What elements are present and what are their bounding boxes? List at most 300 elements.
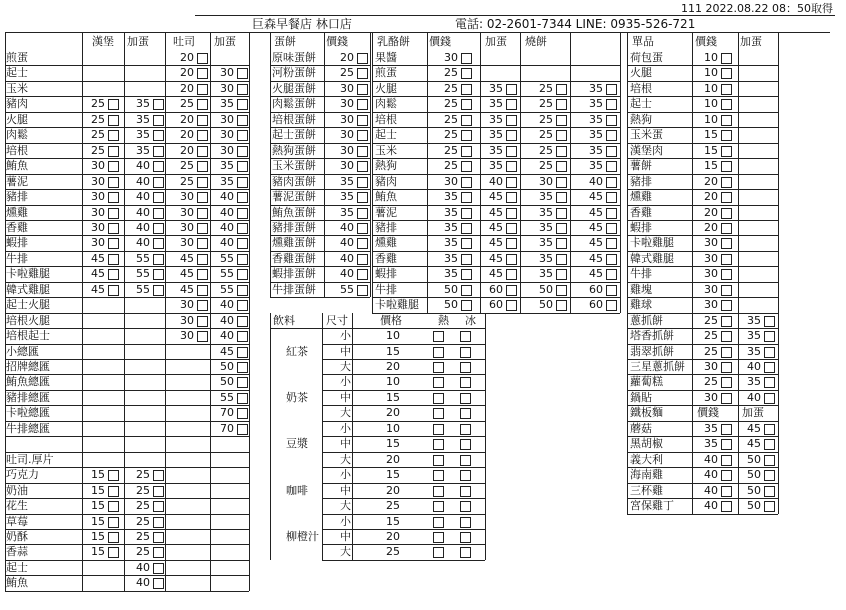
ice-checkbox[interactable] bbox=[460, 486, 471, 497]
price-single-egg: 35 bbox=[747, 313, 761, 327]
order-checkbox[interactable] bbox=[357, 223, 368, 234]
order-checkbox[interactable] bbox=[153, 269, 164, 280]
order-checkbox[interactable] bbox=[357, 115, 368, 126]
order-checkbox[interactable] bbox=[237, 146, 248, 157]
menu-item-name: 豬肉 bbox=[375, 174, 397, 188]
order-checkbox[interactable] bbox=[108, 501, 119, 512]
hot-checkbox[interactable] bbox=[433, 424, 444, 435]
menu-item-name: 玉米 bbox=[6, 81, 28, 95]
order-checkbox[interactable] bbox=[606, 99, 617, 110]
order-checkbox[interactable] bbox=[357, 161, 368, 172]
order-checkbox[interactable] bbox=[237, 84, 248, 95]
price-burger-egg: 25 bbox=[136, 468, 150, 482]
menu-item-name: 蘑菇 bbox=[630, 421, 652, 435]
order-checkbox[interactable] bbox=[461, 84, 472, 95]
order-checkbox[interactable] bbox=[357, 99, 368, 110]
ice-checkbox[interactable] bbox=[460, 347, 471, 358]
order-checkbox[interactable] bbox=[556, 223, 567, 234]
order-checkbox[interactable] bbox=[461, 146, 472, 157]
order-checkbox[interactable] bbox=[721, 254, 732, 265]
order-checkbox[interactable] bbox=[108, 115, 119, 126]
menu-item-name: 豬肉 bbox=[6, 97, 28, 111]
price-single: 30 bbox=[704, 390, 718, 404]
order-checkbox[interactable] bbox=[237, 99, 248, 110]
order-checkbox[interactable] bbox=[357, 177, 368, 188]
order-checkbox[interactable] bbox=[197, 238, 208, 249]
order-checkbox[interactable] bbox=[108, 254, 119, 265]
drink-size: 小 bbox=[340, 421, 351, 435]
order-checkbox[interactable] bbox=[721, 53, 732, 64]
order-checkbox[interactable] bbox=[721, 300, 732, 311]
hot-checkbox[interactable] bbox=[433, 517, 444, 528]
order-checkbox[interactable] bbox=[556, 161, 567, 172]
row-line bbox=[372, 313, 620, 314]
order-checkbox[interactable] bbox=[153, 285, 164, 296]
order-checkbox[interactable] bbox=[153, 517, 164, 528]
order-checkbox[interactable] bbox=[764, 439, 775, 450]
order-checkbox[interactable] bbox=[461, 238, 472, 249]
order-checkbox[interactable] bbox=[721, 223, 732, 234]
order-checkbox[interactable] bbox=[606, 130, 617, 141]
hot-checkbox[interactable] bbox=[433, 439, 444, 450]
ice-checkbox[interactable] bbox=[460, 408, 471, 419]
order-checkbox[interactable] bbox=[197, 146, 208, 157]
order-checkbox[interactable] bbox=[357, 130, 368, 141]
order-checkbox[interactable] bbox=[357, 238, 368, 249]
order-checkbox[interactable] bbox=[461, 161, 472, 172]
order-checkbox[interactable] bbox=[606, 285, 617, 296]
price-cheese-crepe: 50 bbox=[444, 298, 458, 312]
order-checkbox[interactable] bbox=[197, 316, 208, 327]
menu-item-name: 草莓 bbox=[6, 514, 28, 528]
order-checkbox[interactable] bbox=[506, 146, 517, 157]
order-checkbox[interactable] bbox=[197, 192, 208, 203]
order-checkbox[interactable] bbox=[197, 130, 208, 141]
order-checkbox[interactable] bbox=[461, 130, 472, 141]
price-burger-egg: 40 bbox=[136, 205, 150, 219]
order-checkbox[interactable] bbox=[721, 99, 732, 110]
order-checkbox[interactable] bbox=[461, 68, 472, 79]
menu-item-name: 玉米 bbox=[375, 143, 397, 157]
col-line bbox=[692, 32, 693, 514]
drink-name: 柳橙汁 bbox=[286, 529, 319, 543]
order-checkbox[interactable] bbox=[461, 99, 472, 110]
order-checkbox[interactable] bbox=[764, 424, 775, 435]
menu-item-name: 熱狗 bbox=[375, 159, 397, 173]
order-checkbox[interactable] bbox=[237, 269, 248, 280]
order-checkbox[interactable] bbox=[606, 300, 617, 311]
price-burger-egg: 35 bbox=[136, 97, 150, 111]
price-toast: 30 bbox=[180, 205, 194, 219]
ice-checkbox[interactable] bbox=[460, 532, 471, 543]
order-checkbox[interactable] bbox=[506, 238, 517, 249]
order-checkbox[interactable] bbox=[606, 254, 617, 265]
order-checkbox[interactable] bbox=[721, 238, 732, 249]
order-checkbox[interactable] bbox=[764, 455, 775, 466]
order-checkbox[interactable] bbox=[108, 532, 119, 543]
order-checkbox[interactable] bbox=[197, 300, 208, 311]
order-checkbox[interactable] bbox=[108, 269, 119, 280]
order-checkbox[interactable] bbox=[153, 192, 164, 203]
row-line bbox=[270, 328, 485, 329]
order-checkbox[interactable] bbox=[197, 285, 208, 296]
order-checkbox[interactable] bbox=[108, 470, 119, 481]
col-line bbox=[324, 32, 325, 297]
ice-checkbox[interactable] bbox=[460, 517, 471, 528]
order-checkbox[interactable] bbox=[506, 192, 517, 203]
price-cheese-crepe-egg: 45 bbox=[489, 220, 503, 234]
hot-checkbox[interactable] bbox=[433, 486, 444, 497]
order-checkbox[interactable] bbox=[721, 424, 732, 435]
order-checkbox[interactable] bbox=[237, 208, 248, 219]
order-checkbox[interactable] bbox=[197, 223, 208, 234]
order-checkbox[interactable] bbox=[461, 53, 472, 64]
menu-item-name: 豬排總匯 bbox=[6, 390, 50, 404]
order-checkbox[interactable] bbox=[108, 517, 119, 528]
order-checkbox[interactable] bbox=[237, 424, 248, 435]
order-checkbox[interactable] bbox=[108, 177, 119, 188]
order-checkbox[interactable] bbox=[764, 486, 775, 497]
row-line bbox=[5, 344, 249, 345]
order-checkbox[interactable] bbox=[237, 347, 248, 358]
order-checkbox[interactable] bbox=[237, 408, 248, 419]
menu-item-name: 三杯雞 bbox=[630, 483, 663, 497]
order-checkbox[interactable] bbox=[357, 192, 368, 203]
order-checkbox[interactable] bbox=[721, 84, 732, 95]
order-checkbox[interactable] bbox=[461, 254, 472, 265]
price-toast: 25 bbox=[180, 174, 194, 188]
order-checkbox[interactable] bbox=[237, 393, 248, 404]
order-checkbox[interactable] bbox=[197, 115, 208, 126]
order-checkbox[interactable] bbox=[153, 470, 164, 481]
menu-item-name: 韓式雞腿 bbox=[6, 282, 50, 296]
order-checkbox[interactable] bbox=[506, 223, 517, 234]
order-checkbox[interactable] bbox=[506, 254, 517, 265]
hot-checkbox[interactable] bbox=[433, 501, 444, 512]
ice-checkbox[interactable] bbox=[460, 470, 471, 481]
order-checkbox[interactable] bbox=[721, 393, 732, 404]
price-toast: 30 bbox=[180, 329, 194, 343]
price-sesame-bread-egg: 35 bbox=[589, 159, 603, 173]
order-checkbox[interactable] bbox=[721, 192, 732, 203]
price-cheese-crepe: 25 bbox=[444, 97, 458, 111]
menu-item-name: 燻雞 bbox=[6, 205, 28, 219]
order-checkbox[interactable] bbox=[556, 285, 567, 296]
order-checkbox[interactable] bbox=[764, 362, 775, 373]
order-checkbox[interactable] bbox=[197, 254, 208, 265]
price-sesame-bread: 35 bbox=[539, 220, 553, 234]
hot-checkbox[interactable] bbox=[433, 347, 444, 358]
order-checkbox[interactable] bbox=[506, 269, 517, 280]
order-checkbox[interactable] bbox=[721, 470, 732, 481]
order-checkbox[interactable] bbox=[197, 84, 208, 95]
order-checkbox[interactable] bbox=[764, 316, 775, 327]
order-checkbox[interactable] bbox=[197, 68, 208, 79]
order-checkbox[interactable] bbox=[108, 130, 119, 141]
price-burger-egg: 55 bbox=[136, 251, 150, 265]
ice-checkbox[interactable] bbox=[460, 393, 471, 404]
order-checkbox[interactable] bbox=[153, 563, 164, 574]
menu-item-name: 鮪魚 bbox=[6, 159, 28, 173]
order-checkbox[interactable] bbox=[461, 300, 472, 311]
order-checkbox[interactable] bbox=[237, 68, 248, 79]
ice-checkbox[interactable] bbox=[460, 439, 471, 450]
order-checkbox[interactable] bbox=[606, 208, 617, 219]
order-checkbox[interactable] bbox=[357, 146, 368, 157]
order-checkbox[interactable] bbox=[153, 532, 164, 543]
order-checkbox[interactable] bbox=[237, 130, 248, 141]
order-checkbox[interactable] bbox=[606, 177, 617, 188]
order-checkbox[interactable] bbox=[556, 177, 567, 188]
order-checkbox[interactable] bbox=[108, 161, 119, 172]
order-checkbox[interactable] bbox=[506, 130, 517, 141]
hot-checkbox[interactable] bbox=[433, 455, 444, 466]
order-checkbox[interactable] bbox=[506, 285, 517, 296]
menu-item-name: 香雞 bbox=[630, 205, 652, 219]
order-checkbox[interactable] bbox=[357, 53, 368, 64]
row-line bbox=[5, 174, 249, 175]
price-sesame-bread: 25 bbox=[539, 112, 553, 126]
order-checkbox[interactable] bbox=[606, 84, 617, 95]
order-checkbox[interactable] bbox=[721, 68, 732, 79]
order-checkbox[interactable] bbox=[556, 208, 567, 219]
order-checkbox[interactable] bbox=[357, 84, 368, 95]
order-checkbox[interactable] bbox=[506, 115, 517, 126]
order-checkbox[interactable] bbox=[108, 99, 119, 110]
order-checkbox[interactable] bbox=[153, 208, 164, 219]
price-burger: 30 bbox=[91, 236, 105, 250]
order-checkbox[interactable] bbox=[721, 439, 732, 450]
col-header-cheese-crepe: 乳酪餅 bbox=[377, 35, 410, 48]
order-checkbox[interactable] bbox=[461, 177, 472, 188]
order-checkbox[interactable] bbox=[357, 285, 368, 296]
order-checkbox[interactable] bbox=[108, 285, 119, 296]
order-checkbox[interactable] bbox=[237, 254, 248, 265]
order-checkbox[interactable] bbox=[153, 115, 164, 126]
order-checkbox[interactable] bbox=[764, 470, 775, 481]
col-line bbox=[778, 32, 779, 514]
order-checkbox[interactable] bbox=[721, 316, 732, 327]
order-checkbox[interactable] bbox=[153, 501, 164, 512]
hot-checkbox[interactable] bbox=[433, 532, 444, 543]
order-checkbox[interactable] bbox=[556, 254, 567, 265]
order-checkbox[interactable] bbox=[153, 486, 164, 497]
hot-checkbox[interactable] bbox=[433, 408, 444, 419]
order-checkbox[interactable] bbox=[721, 331, 732, 342]
row-line bbox=[372, 65, 620, 66]
order-checkbox[interactable] bbox=[606, 269, 617, 280]
order-checkbox[interactable] bbox=[721, 347, 732, 358]
order-checkbox[interactable] bbox=[108, 223, 119, 234]
price-toast: 30 bbox=[180, 298, 194, 312]
order-checkbox[interactable] bbox=[721, 285, 732, 296]
order-checkbox[interactable] bbox=[764, 501, 775, 512]
order-checkbox[interactable] bbox=[721, 377, 732, 388]
order-checkbox[interactable] bbox=[556, 238, 567, 249]
order-checkbox[interactable] bbox=[721, 455, 732, 466]
order-checkbox[interactable] bbox=[237, 377, 248, 388]
order-checkbox[interactable] bbox=[764, 347, 775, 358]
order-checkbox[interactable] bbox=[721, 362, 732, 373]
order-checkbox[interactable] bbox=[606, 223, 617, 234]
order-checkbox[interactable] bbox=[153, 130, 164, 141]
order-checkbox[interactable] bbox=[461, 285, 472, 296]
order-checkbox[interactable] bbox=[153, 547, 164, 558]
order-checkbox[interactable] bbox=[108, 547, 119, 558]
order-checkbox[interactable] bbox=[721, 115, 732, 126]
order-checkbox[interactable] bbox=[237, 223, 248, 234]
hot-checkbox[interactable] bbox=[433, 470, 444, 481]
drink-name: 咖啡 bbox=[286, 483, 308, 497]
order-checkbox[interactable] bbox=[237, 362, 248, 373]
col-line bbox=[322, 313, 323, 560]
order-checkbox[interactable] bbox=[153, 146, 164, 157]
order-checkbox[interactable] bbox=[237, 300, 248, 311]
hot-checkbox[interactable] bbox=[433, 377, 444, 388]
order-checkbox[interactable] bbox=[461, 223, 472, 234]
order-checkbox[interactable] bbox=[153, 99, 164, 110]
order-checkbox[interactable] bbox=[237, 316, 248, 327]
order-checkbox[interactable] bbox=[764, 393, 775, 404]
price-sesame-bread-egg: 60 bbox=[589, 298, 603, 312]
order-checkbox[interactable] bbox=[556, 146, 567, 157]
order-checkbox[interactable] bbox=[108, 208, 119, 219]
order-checkbox[interactable] bbox=[357, 68, 368, 79]
order-checkbox[interactable] bbox=[153, 177, 164, 188]
order-checkbox[interactable] bbox=[721, 486, 732, 497]
order-checkbox[interactable] bbox=[556, 269, 567, 280]
hot-checkbox[interactable] bbox=[433, 547, 444, 558]
order-checkbox[interactable] bbox=[197, 161, 208, 172]
order-checkbox[interactable] bbox=[721, 208, 732, 219]
order-checkbox[interactable] bbox=[108, 146, 119, 157]
order-checkbox[interactable] bbox=[506, 300, 517, 311]
menu-item-name: 香雞 bbox=[6, 220, 28, 234]
order-checkbox[interactable] bbox=[506, 208, 517, 219]
order-checkbox[interactable] bbox=[108, 238, 119, 249]
ice-checkbox[interactable] bbox=[460, 455, 471, 466]
contact-info: 電話: 02-2601-7344 LINE: 0935-526-721 bbox=[455, 17, 696, 31]
drink-size: 大 bbox=[340, 499, 351, 513]
hot-checkbox[interactable] bbox=[433, 331, 444, 342]
order-checkbox[interactable] bbox=[556, 84, 567, 95]
order-checkbox[interactable] bbox=[197, 177, 208, 188]
row-line bbox=[5, 65, 249, 66]
order-checkbox[interactable] bbox=[506, 177, 517, 188]
price-toast: 30 bbox=[180, 220, 194, 234]
order-checkbox[interactable] bbox=[721, 501, 732, 512]
price-burger: 15 bbox=[91, 499, 105, 513]
order-checkbox[interactable] bbox=[721, 269, 732, 280]
price-single: 20 bbox=[704, 174, 718, 188]
order-checkbox[interactable] bbox=[108, 192, 119, 203]
order-checkbox[interactable] bbox=[197, 269, 208, 280]
order-checkbox[interactable] bbox=[764, 377, 775, 388]
order-checkbox[interactable] bbox=[461, 269, 472, 280]
menu-item-name: 培根起士 bbox=[6, 329, 50, 343]
order-checkbox[interactable] bbox=[721, 130, 732, 141]
order-checkbox[interactable] bbox=[556, 99, 567, 110]
order-checkbox[interactable] bbox=[153, 238, 164, 249]
order-checkbox[interactable] bbox=[357, 254, 368, 265]
drink-name: 奶茶 bbox=[286, 390, 308, 404]
order-checkbox[interactable] bbox=[108, 486, 119, 497]
hot-checkbox[interactable] bbox=[433, 362, 444, 373]
order-checkbox[interactable] bbox=[153, 223, 164, 234]
order-checkbox[interactable] bbox=[153, 578, 164, 589]
ice-checkbox[interactable] bbox=[460, 331, 471, 342]
menu-item-name: 燻雞 bbox=[375, 236, 397, 250]
order-checkbox[interactable] bbox=[461, 115, 472, 126]
order-checkbox[interactable] bbox=[606, 161, 617, 172]
price-egg-crepe: 35 bbox=[340, 190, 354, 204]
order-checkbox[interactable] bbox=[237, 331, 248, 342]
order-checkbox[interactable] bbox=[606, 192, 617, 203]
price-sesame-bread: 50 bbox=[539, 298, 553, 312]
menu-item-name: 火腿 bbox=[630, 66, 652, 80]
order-checkbox[interactable] bbox=[197, 99, 208, 110]
order-checkbox[interactable] bbox=[237, 177, 248, 188]
order-checkbox[interactable] bbox=[506, 161, 517, 172]
ice-checkbox[interactable] bbox=[460, 547, 471, 558]
order-checkbox[interactable] bbox=[153, 161, 164, 172]
order-checkbox[interactable] bbox=[197, 331, 208, 342]
price-sesame-bread-egg: 60 bbox=[589, 282, 603, 296]
order-checkbox[interactable] bbox=[461, 208, 472, 219]
order-checkbox[interactable] bbox=[461, 192, 472, 203]
ice-checkbox[interactable] bbox=[460, 424, 471, 435]
order-checkbox[interactable] bbox=[721, 146, 732, 157]
order-checkbox[interactable] bbox=[556, 192, 567, 203]
order-checkbox[interactable] bbox=[197, 208, 208, 219]
order-checkbox[interactable] bbox=[197, 53, 208, 64]
hot-checkbox[interactable] bbox=[433, 393, 444, 404]
order-checkbox[interactable] bbox=[153, 254, 164, 265]
order-checkbox[interactable] bbox=[606, 238, 617, 249]
order-checkbox[interactable] bbox=[237, 192, 248, 203]
price-egg-crepe: 30 bbox=[340, 97, 354, 111]
order-checkbox[interactable] bbox=[764, 331, 775, 342]
order-checkbox[interactable] bbox=[721, 161, 732, 172]
menu-item-name: 火腿蛋餅 bbox=[272, 81, 316, 95]
order-checkbox[interactable] bbox=[721, 177, 732, 188]
order-checkbox[interactable] bbox=[357, 208, 368, 219]
ice-checkbox[interactable] bbox=[460, 362, 471, 373]
menu-item-name: 鮪魚蛋餅 bbox=[272, 205, 316, 219]
order-checkbox[interactable] bbox=[357, 269, 368, 280]
order-checkbox[interactable] bbox=[237, 161, 248, 172]
order-checkbox[interactable] bbox=[506, 84, 517, 95]
order-checkbox[interactable] bbox=[556, 130, 567, 141]
price-burger-egg: 40 bbox=[136, 159, 150, 173]
order-checkbox[interactable] bbox=[506, 99, 517, 110]
order-checkbox[interactable] bbox=[556, 115, 567, 126]
price-toast: 30 bbox=[180, 190, 194, 204]
ice-checkbox[interactable] bbox=[460, 501, 471, 512]
order-checkbox[interactable] bbox=[606, 115, 617, 126]
price-cheese-crepe-egg: 45 bbox=[489, 267, 503, 281]
order-checkbox[interactable] bbox=[237, 285, 248, 296]
ice-checkbox[interactable] bbox=[460, 377, 471, 388]
order-checkbox[interactable] bbox=[237, 115, 248, 126]
menu-item-name: 豬排 bbox=[6, 190, 28, 204]
price-cheese-crepe-egg: 45 bbox=[489, 190, 503, 204]
order-checkbox[interactable] bbox=[606, 146, 617, 157]
order-checkbox[interactable] bbox=[556, 300, 567, 311]
order-checkbox[interactable] bbox=[237, 238, 248, 249]
row-line bbox=[5, 81, 249, 82]
row-line bbox=[5, 251, 249, 252]
